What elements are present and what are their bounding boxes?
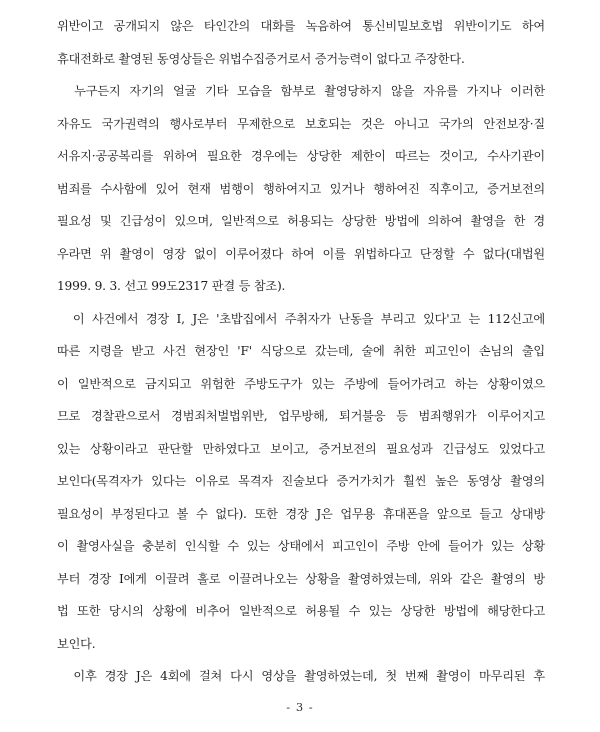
text-line: 므로 경찰관으로서 경범죄처벌법위반, 업무방해, 퇴거불응 등 범죄행위가 이루어지고 <box>57 409 545 423</box>
text-line: 이 일반적으로 금지되고 위험한 주방도구가 있는 주방에 들어가려고 하는 상황이였으 <box>57 376 545 391</box>
text-line: 필요성이 부정된다고 볼 수 없다). 또한 경장 J은 업무용 휴대폰을 앞으로 들고 상대방 <box>57 506 545 521</box>
text-line: 휴대전화로 촬영된 동영상들은 위법수집증거로서 증거능력이 없다고 주장한다. <box>57 51 465 66</box>
text-line: 위반이고 공개되지 않은 타인간의 대화를 녹음하여 통신비밀보호법 위반이기도 하여 <box>57 19 545 33</box>
text-line: 1999. 9. 3. 선고 99도2317 판결 등 참조). <box>57 279 286 293</box>
body-text <box>57 10 545 693</box>
text-line: 이 촬영사실을 충분히 인식할 수 있는 상태에서 피고인이 주방 안에 들어가 있는 상황 <box>57 539 545 553</box>
text-line: 자유도 국가권력의 행사로부터 무제한으로 보호되는 것은 아니고 국가의 안전보장·질 <box>57 116 545 131</box>
text-line: 범죄를 수사함에 있어 현재 범행이 행하여지고 있거나 행하여진 직후이고, 증거보전의 <box>57 181 545 196</box>
text-line: 필요성 및 긴급성이 있으며, 일반적으로 허용되는 상당한 방법에 의하여 촬영을 한 경 <box>57 214 545 228</box>
text-line: 이 사건에서 경장 I, J은 '초밥집에서 주취자가 난동을 부리고 있다'고 는 112신고에 <box>57 311 545 326</box>
text-line: 따른 지령을 받고 사건 현장인 'F' 식당으로 갔는데, 술에 취한 피고인이 손님의 출입 <box>57 344 545 358</box>
text-line: 누구든지 자기의 얼굴 기타 모습을 함부로 촬영당하지 않을 자유를 가지나 이러한 <box>57 84 545 98</box>
text-line: 있는 상황이라고 판단할 만하였다고 보이고, 증거보전의 필요성과 긴급성도 있었다고 <box>57 441 545 456</box>
text-line: 이후 경장 J은 4회에 걸쳐 다시 영상을 촬영하였는데, 첫 번째 촬영이 마무리된 후 <box>57 669 545 683</box>
text-line: 부터 경장 I에게 이끌려 홀로 이끌려나오는 상황을 촬영하였는데, 위와 같은 촬영의 방 <box>57 571 545 586</box>
text-line: 서유지·공공복리를 위하여 필요한 경우에는 상당한 제한이 따르는 것이고, 수사기관이 <box>57 149 545 163</box>
text-line: 보인다. <box>57 636 96 651</box>
text-line: 법 또한 당시의 상황에 비추어 일반적으로 허용될 수 있는 상당한 방법에 해당한다고 <box>57 604 545 618</box>
text-line: 우라면 위 촬영이 영장 없이 이루어졌다 하여 이를 위법하다고 단정할 수 없다(대법원 <box>57 246 545 261</box>
page-number: - 3 - <box>286 700 314 714</box>
text-line: 보인다(목격자가 있다는 이유로 목격자 진술보다 증거가치가 훨씬 높은 동영상 촬영의 <box>57 474 545 488</box>
